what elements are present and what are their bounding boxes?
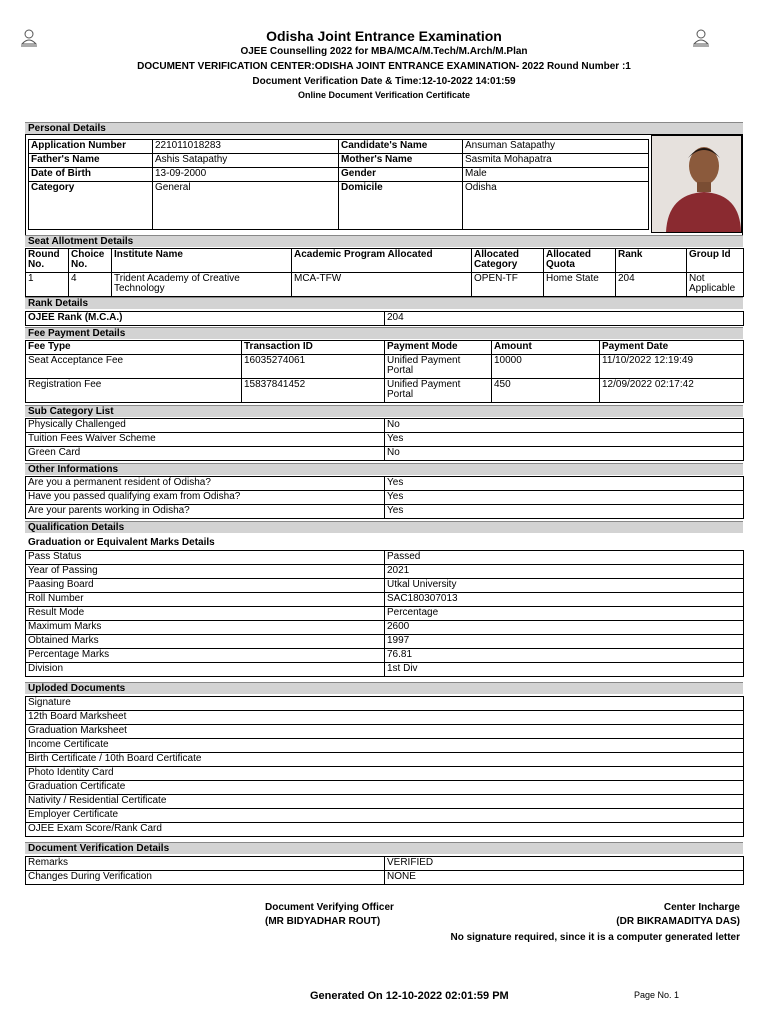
counselling-line: OJEE Counselling 2022 for MBA/MCA/M.Tech/M.Arch/M.Plan: [240, 46, 528, 57]
table-row: [26, 649, 744, 663]
list-item: [26, 781, 744, 795]
table-row: [26, 621, 744, 635]
seat-header-quota: Allocated Quota: [544, 249, 616, 273]
document-name: Photo Identity Card: [26, 767, 744, 781]
table-row: [26, 607, 744, 621]
row-label: Maximum Marks: [26, 621, 385, 635]
personal-details-table: [28, 139, 649, 230]
section-fee-payment: Fee Payment Details: [25, 327, 743, 339]
row-label: Tuition Fees Waiver Scheme: [26, 433, 385, 447]
gender-label: Gender: [339, 168, 463, 182]
application-number-label: Application Number: [29, 140, 153, 154]
fee-amount: 10000: [492, 355, 600, 379]
table-row: [26, 663, 744, 677]
seat-group-value: Not Applicable: [687, 273, 744, 297]
officer-title: Document Verifying Officer: [265, 902, 394, 913]
officer-name: (MR BIDYADHAR ROUT): [265, 916, 381, 927]
row-value: Yes: [385, 491, 744, 505]
row-label: Paasing Board: [26, 579, 385, 593]
list-item: [26, 767, 744, 781]
seat-allotment-table: [25, 248, 744, 297]
incharge-title: Center Incharge: [663, 902, 740, 913]
mother-name-label: Mother's Name: [339, 154, 463, 168]
row-label: Green Card: [26, 447, 385, 461]
domicile-label: Domicile: [339, 182, 463, 230]
seat-round-value: 1: [26, 273, 69, 297]
row-value: Percentage: [385, 607, 744, 621]
row-value: VERIFIED: [385, 857, 744, 871]
section-sub-category: Sub Category List: [25, 405, 743, 417]
table-row: [26, 593, 744, 607]
computer-generated-note: No signature required, since it is a computer generated letter: [450, 932, 740, 943]
qualification-subheading: Graduation or Equivalent Marks Details: [28, 537, 215, 548]
sub-category-table: [25, 418, 744, 461]
verification-datetime: Document Verification Date & Time:12-10-2022 14:01:59: [252, 76, 516, 87]
row-label: Result Mode: [26, 607, 385, 621]
row-value: NONE: [385, 871, 744, 885]
row-value: SAC180307013: [385, 593, 744, 607]
row-value: No: [385, 447, 744, 461]
row-value: Yes: [385, 433, 744, 447]
section-seat-allotment: Seat Allotment Details: [25, 235, 743, 247]
table-row: [26, 579, 744, 593]
table-row: [26, 447, 744, 461]
candidate-name-value: Ansuman Satapathy: [463, 140, 649, 154]
document-name: Graduation Certificate: [26, 781, 744, 795]
list-item: [26, 809, 744, 823]
center-line: DOCUMENT VERIFICATION CENTER:ODISHA JOINT ENTRANCE EXAMINATION- 2022 Round Number :1: [137, 61, 631, 72]
fee-amount: 450: [492, 379, 600, 403]
list-item: [26, 725, 744, 739]
seat-header-choice: Choice No.: [69, 249, 112, 273]
category-value: General: [153, 182, 339, 230]
row-value: No: [385, 419, 744, 433]
father-name-value: Ashis Satapathy: [153, 154, 339, 168]
fee-payment-mode: Unified Payment Portal: [385, 355, 492, 379]
seat-choice-value: 4: [69, 273, 112, 297]
fee-header-mode: Payment Mode: [385, 341, 492, 355]
seat-institute-value: Trident Academy of Creative Technology: [112, 273, 292, 297]
list-item: [26, 795, 744, 809]
document-name: Birth Certificate / 10th Board Certificate: [26, 753, 744, 767]
rank-table: [25, 311, 744, 326]
seat-quota-value: Home State: [544, 273, 616, 297]
generated-on: Generated On 12-10-2022 02:01:59 PM: [310, 990, 509, 1002]
row-label: Have you passed qualifying exam from Odisha?: [26, 491, 385, 505]
seat-category-value: OPEN-TF: [472, 273, 544, 297]
row-label: Roll Number: [26, 593, 385, 607]
seat-header-group: Group Id: [687, 249, 744, 273]
candidate-name-label: Candidate's Name: [339, 140, 463, 154]
row-value: Passed: [385, 551, 744, 565]
table-row: [26, 551, 744, 565]
row-value: 1st Div: [385, 663, 744, 677]
list-item: [26, 753, 744, 767]
fee-transaction-id: 16035274061: [242, 355, 385, 379]
qualification-table: [25, 550, 744, 677]
row-label: Pass Status: [26, 551, 385, 565]
domicile-value: Odisha: [463, 182, 649, 230]
fee-payment-date: 12/09/2022 02:17:42: [600, 379, 744, 403]
fee-header-type: Fee Type: [26, 341, 242, 355]
section-qualification: Qualification Details: [25, 521, 743, 533]
fee-payment-mode: Unified Payment Portal: [385, 379, 492, 403]
row-value: 1997: [385, 635, 744, 649]
gender-value: Male: [463, 168, 649, 182]
document-name: Income Certificate: [26, 739, 744, 753]
incharge-name: (DR BIKRAMADITYA DAS): [616, 916, 740, 927]
section-document-verification: Document Verification Details: [25, 842, 743, 854]
fee-header-date: Payment Date: [600, 341, 744, 355]
list-item: [26, 739, 744, 753]
page-number: Page No. 1: [634, 990, 680, 1000]
document-name: OJEE Exam Score/Rank Card: [26, 823, 744, 837]
table-row: [26, 565, 744, 579]
list-item: [26, 711, 744, 725]
row-label: Are you a permanent resident of Odisha?: [26, 477, 385, 491]
row-label: Physically Challenged: [26, 419, 385, 433]
verification-table: [25, 856, 744, 885]
other-informations-table: [25, 476, 744, 519]
row-label: Obtained Marks: [26, 635, 385, 649]
father-name-label: Father's Name: [29, 154, 153, 168]
seat-header-program: Academic Program Allocated: [292, 249, 472, 273]
document-name: Nativity / Residential Certificate: [26, 795, 744, 809]
table-row: [26, 505, 744, 519]
certificate-subtitle: Online Document Verification Certificate: [297, 90, 471, 100]
dob-value: 13-09-2000: [153, 168, 339, 182]
seat-header-rank: Rank: [616, 249, 687, 273]
candidate-photo: [652, 136, 741, 232]
row-value: 76.81: [385, 649, 744, 663]
list-item: [26, 697, 744, 711]
page-title: Odisha Joint Entrance Examination: [266, 28, 502, 44]
fee-header-transaction: Transaction ID: [242, 341, 385, 355]
ojee-rank-value: 204: [385, 312, 744, 326]
photo-frame: [651, 135, 742, 233]
seat-header-institute: Institute Name: [112, 249, 292, 273]
category-label: Category: [29, 182, 153, 230]
document-name: 12th Board Marksheet: [26, 711, 744, 725]
row-value: Yes: [385, 505, 744, 519]
fee-transaction-id: 15837841452: [242, 379, 385, 403]
section-personal-details: Personal Details: [25, 122, 743, 134]
seat-header-category: Allocated Category: [472, 249, 544, 273]
table-row: [26, 491, 744, 505]
row-label: Changes During Verification: [26, 871, 385, 885]
table-row: [26, 477, 744, 491]
table-row: [26, 379, 744, 403]
seat-program-value: MCA-TFW: [292, 273, 472, 297]
fee-type: Registration Fee: [26, 379, 242, 403]
row-value: 2600: [385, 621, 744, 635]
table-row: [26, 857, 744, 871]
row-label: Remarks: [26, 857, 385, 871]
document-name: Graduation Marksheet: [26, 725, 744, 739]
fee-payment-date: 11/10/2022 12:19:49: [600, 355, 744, 379]
table-row: [26, 635, 744, 649]
uploaded-documents-table: [25, 696, 744, 837]
mother-name-value: Sasmita Mohapatra: [463, 154, 649, 168]
section-uploaded-documents: Uploded Documents: [25, 682, 743, 694]
row-label: Year of Passing: [26, 565, 385, 579]
seat-rank-value: 204: [616, 273, 687, 297]
application-number-value: 221011018283: [153, 140, 339, 154]
row-label: Division: [26, 663, 385, 677]
table-row: [26, 419, 744, 433]
row-value: Yes: [385, 477, 744, 491]
document-name: Employer Certificate: [26, 809, 744, 823]
row-label: Are your parents working in Odisha?: [26, 505, 385, 519]
row-label: Percentage Marks: [26, 649, 385, 663]
section-rank-details: Rank Details: [25, 297, 743, 309]
table-row: [26, 433, 744, 447]
table-row: [26, 871, 744, 885]
document-name: Signature: [26, 697, 744, 711]
seat-header-round: Round No.: [26, 249, 69, 273]
fee-payment-table: [25, 340, 744, 403]
fee-type: Seat Acceptance Fee: [26, 355, 242, 379]
list-item: [26, 823, 744, 837]
table-row: [26, 355, 744, 379]
fee-header-amount: Amount: [492, 341, 600, 355]
section-other-informations: Other Informations: [25, 463, 743, 475]
ojee-rank-label: OJEE Rank (M.C.A.): [26, 312, 385, 326]
dob-label: Date of Birth: [29, 168, 153, 182]
row-value: Utkal University: [385, 579, 744, 593]
row-value: 2021: [385, 565, 744, 579]
